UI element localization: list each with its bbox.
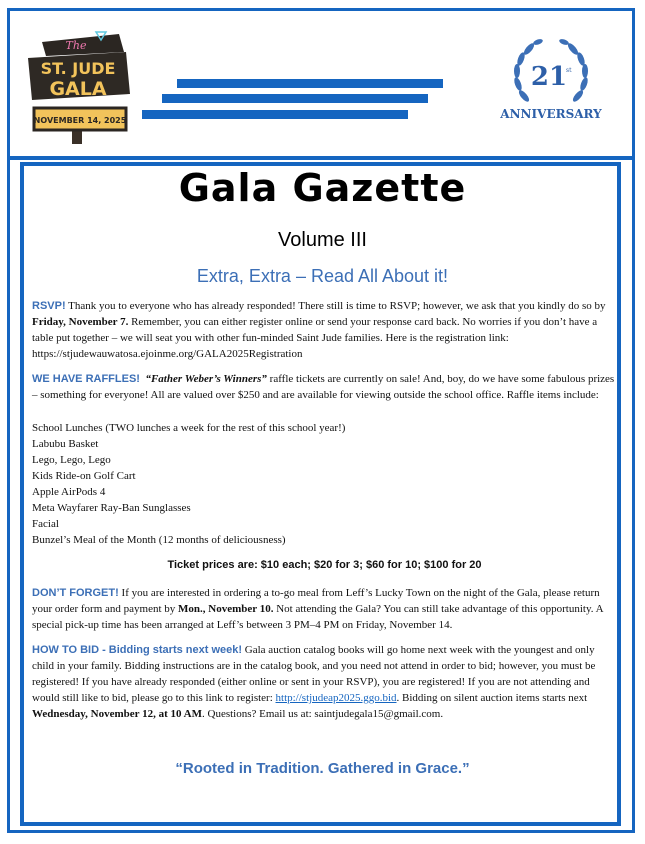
anniversary-suffix: st	[566, 67, 572, 74]
rsvp-text-1: Thank you to everyone who has already responded! There still is time to RSVP; however, we ask that you kindly do so by	[65, 300, 606, 312]
anniversary-badge	[496, 38, 606, 128]
dont-forget-deadline: Mon., November 10.	[178, 603, 274, 615]
rsvp-heading: RSVP!	[32, 300, 66, 312]
rsvp-paragraph	[32, 298, 617, 362]
raffle-items-list	[32, 420, 617, 548]
header-divider	[7, 156, 635, 160]
list-item: Kids Ride-on Golf Cart	[32, 470, 136, 482]
raffles-paragraph	[32, 371, 617, 403]
header-stripe-3	[142, 110, 408, 119]
list-item: Meta Wayfarer Ray-Ban Sunglasses	[32, 502, 191, 514]
list-item: Apple AirPods 4	[32, 486, 106, 498]
anniversary-number: 21	[530, 62, 568, 92]
rsvp-text-2: Remember, you can either register online or send your response card back. No worries if you don’t have a table put together – we will seat you with other fun-minded Saint Jude families. Here is the registration link: https://stjudewauwatosa.ejoinme.org/GALA2025Registration	[32, 316, 598, 360]
list-item: Facial	[32, 518, 59, 530]
dont-forget-text-1: If you are interested in ordering a to-go meal from Leff’s Lucky Town on the night of the Gala, please return your order form and payment by	[32, 587, 600, 615]
how-to-bid-text-2: . Bidding on silent auction items starts next	[396, 692, 588, 704]
bidding-start-date: Wednesday, November 12, at 10 AM	[32, 708, 202, 720]
header-stripe-1	[177, 79, 443, 88]
list-item: Labubu Basket	[32, 438, 99, 450]
how-to-bid-text-3: . Questions? Email us at: saintjudegala15@gmail.com.	[202, 708, 444, 720]
raffles-heading: WE HAVE RAFFLES!	[32, 373, 140, 385]
logo-line1: ST. JUDE	[40, 59, 116, 78]
anniversary-label: ANNIVERSARY	[500, 107, 602, 121]
subtitle: Extra, Extra – Read All About it!	[196, 266, 449, 286]
how-to-bid-paragraph	[32, 642, 617, 722]
closing-quote: “Rooted in Tradition. Gathered in Grace.”	[175, 760, 470, 777]
logo-line2: GALA	[49, 78, 107, 100]
how-to-bid-text-1: Gala auction catalog books will go home next week with the youngest and only child in your family. Bidding instructions are in the catalog book, and you need not attend in order to bid; however, you must be registered! If you have already responded (either online or sent in your RSVP), you are registered! If you are not attending and would still like to bid, please go to this link to register:	[32, 644, 596, 704]
list-item: School Lunches (TWO lunches a week for the rest of this school year!)	[32, 422, 346, 434]
rsvp-deadline: Friday, November 7.	[32, 316, 129, 328]
list-item: Lego, Lego, Lego	[32, 454, 111, 466]
header-stripe-2	[162, 94, 428, 103]
how-to-bid-heading: HOW TO BID - Bidding starts next week!	[32, 644, 243, 656]
raffles-text: raffle tickets are currently on sale! And, boy, do we have some fabulous prizes – something for everyone! All are valued over $250 and are available for viewing outside the school office. Raffle items include:	[32, 373, 615, 401]
st-jude-gala-logo	[24, 24, 132, 144]
logo-the-text: The	[65, 39, 87, 52]
volume-label: Volume III	[278, 229, 367, 251]
list-item: Bunzel’s Meal of the Month (12 months of deliciousness)	[32, 534, 286, 546]
logo-date: NOVEMBER 14, 2025	[33, 116, 127, 125]
dont-forget-heading: DON’T FORGET!	[32, 587, 119, 599]
dont-forget-paragraph	[32, 585, 617, 633]
ticket-prices: Ticket prices are: $10 each; $20 for 3; $60 for 10; $100 for 20	[167, 559, 482, 571]
raffles-name: “Father Weber’s Winners”	[145, 373, 267, 385]
bid-registration-link[interactable]: http://stjudeap2025.ggo.bid	[275, 692, 397, 704]
newsletter-body	[32, 298, 617, 731]
page-title: Gala Gazette	[178, 166, 467, 210]
dont-forget-text-2: Not attending the Gala? You can still take advantage of this opportunity. A special pick-up time has been arranged at Leff’s between 3 PM–4 PM on Friday, November 14.	[32, 603, 603, 631]
